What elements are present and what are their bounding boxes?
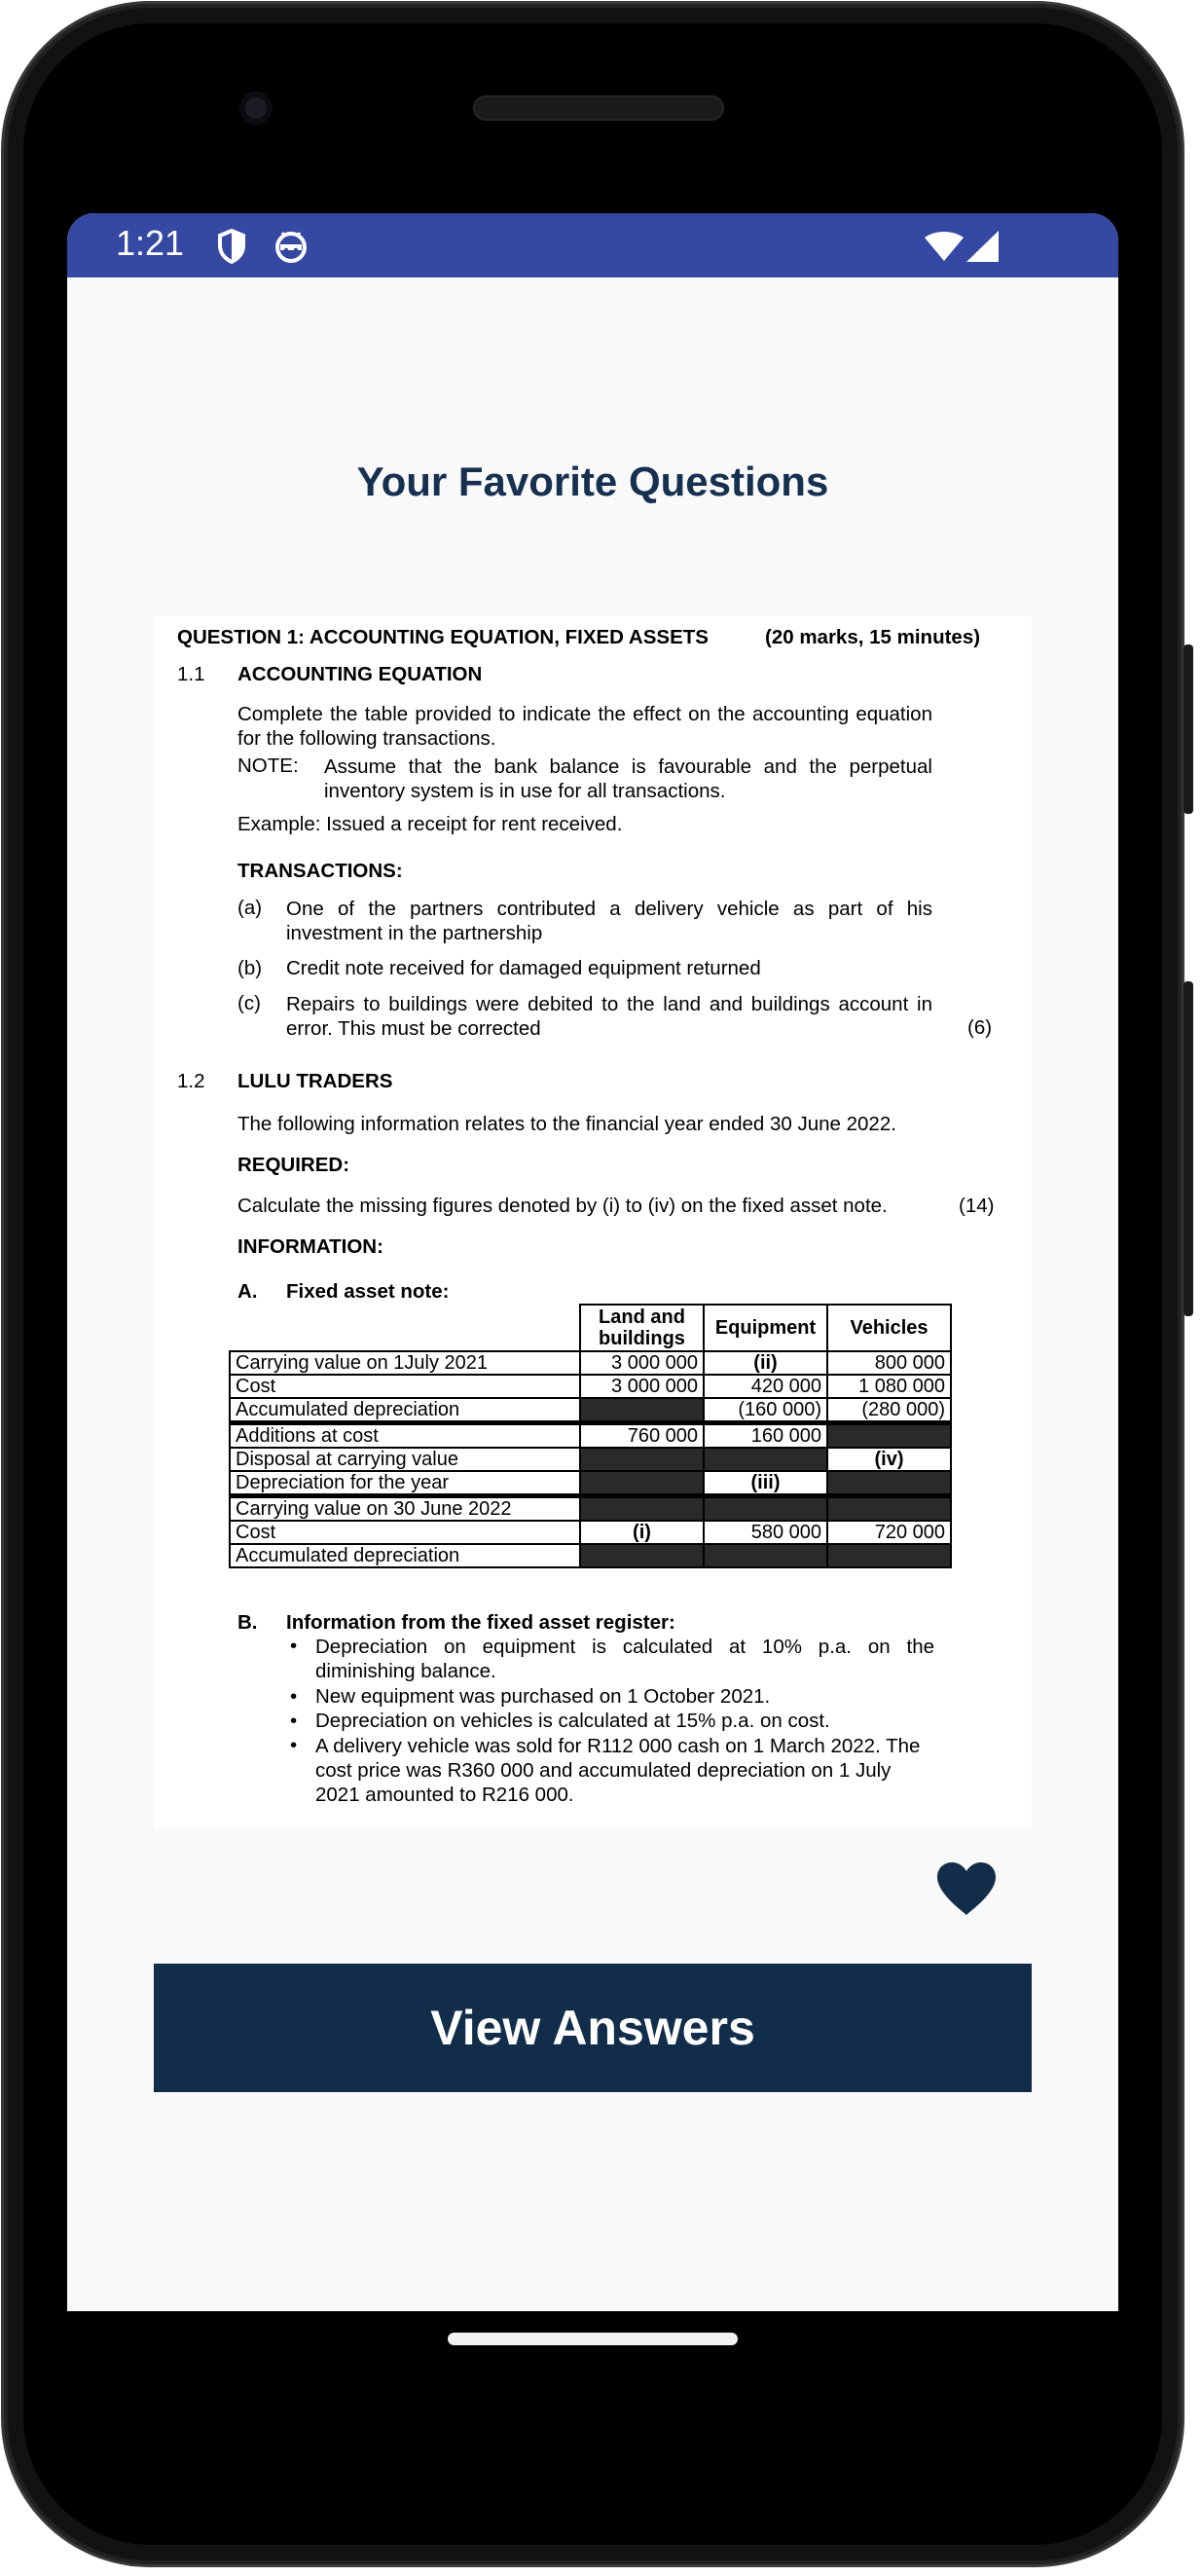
section-2-marks: (14): [959, 1195, 995, 1217]
table-row: [230, 1521, 951, 1544]
question-header: QUESTION 1: ACCOUNTING EQUATION, FIXED ASSETS: [177, 626, 709, 648]
required-text: Calculate the missing figures denoted by (i) to (iv) on the fixed asset note.: [237, 1195, 888, 1217]
table-cell: (iii): [704, 1471, 827, 1496]
row-label: Depreciation for the year: [230, 1471, 580, 1496]
bullet: •: [290, 1635, 298, 1657]
shaded-cell: [827, 1471, 951, 1496]
information-title: INFORMATION:: [237, 1235, 383, 1258]
transactions-title: TRANSACTIONS:: [237, 860, 403, 882]
register-item: Depreciation on equipment is calculated at 10% p.a. on the diminishing balance.: [315, 1636, 934, 1682]
shaded-cell: [580, 1544, 704, 1567]
section-2-title: LULU TRADERS: [237, 1070, 393, 1092]
section-1-number: 1.1: [177, 663, 205, 685]
volume-button: [1184, 981, 1193, 1316]
shaded-cell: [704, 1544, 827, 1567]
table-cell: 720 000: [827, 1521, 951, 1544]
shaded-cell: [827, 1423, 951, 1449]
power-button: [1184, 644, 1193, 814]
shaded-cell: [580, 1448, 704, 1471]
note-text: Assume that the bank balance is favourable and the perpetual inventory system is in use for all transactions.: [324, 755, 932, 802]
fixed-asset-table: [229, 1304, 952, 1568]
table-cell: 420 000: [704, 1375, 827, 1398]
table-cell: 1 080 000: [827, 1375, 951, 1398]
shaded-cell: [580, 1471, 704, 1496]
table-cell: 3 000 000: [580, 1351, 704, 1375]
question-marks: (20 marks, 15 minutes): [765, 626, 981, 648]
transaction-c-label: (c): [237, 992, 261, 1014]
row-label: Accumulated depreciation: [230, 1398, 580, 1423]
app-screen: [67, 213, 1118, 2311]
row-label: Carrying value on 1July 2021: [230, 1351, 580, 1375]
page-title: Your Favorite Questions: [356, 459, 829, 504]
wifi-icon: [924, 231, 965, 262]
table-cell: (iv): [827, 1448, 951, 1471]
row-label: Disposal at carrying value: [230, 1448, 580, 1471]
row-label: Cost: [230, 1521, 580, 1544]
section-1-title: ACCOUNTING EQUATION: [237, 663, 483, 685]
table-cell: 800 000: [827, 1351, 951, 1375]
bullet: •: [290, 1710, 298, 1732]
note-label: NOTE:: [237, 754, 299, 777]
heart-icon[interactable]: [935, 1860, 998, 1917]
table-header-row: [230, 1305, 951, 1351]
example-text: Example: Issued a receipt for rent received.: [237, 813, 623, 835]
transaction-c-text: Repairs to buildings were debited to the land and buildings account in error. This must be corrected: [286, 993, 932, 1040]
shaded-cell: [704, 1496, 827, 1522]
section-2-number: 1.2: [177, 1070, 205, 1092]
table-row: [230, 1398, 951, 1423]
row-label: Cost: [230, 1375, 580, 1398]
transaction-b-label: (b): [237, 957, 263, 979]
question-document: [154, 616, 1032, 1828]
register-item: A delivery vehicle was sold for R112 000 cash on 1 March 2022. The cost price was R360 000 and accumulated depreciation on 1 July 2021 amounted to R216 000.: [315, 1735, 921, 1806]
android-icon: [273, 229, 309, 264]
front-camera: [239, 92, 273, 125]
table-row: [230, 1448, 951, 1471]
table-cell: 160 000: [704, 1423, 827, 1449]
table-row: [230, 1544, 951, 1567]
table-cell: 3 000 000: [580, 1375, 704, 1398]
required-title: REQUIRED:: [237, 1154, 350, 1176]
part-a-title: Fixed asset note:: [286, 1280, 450, 1303]
table-header: Vehicles: [827, 1305, 951, 1351]
transaction-a-label: (a): [237, 897, 263, 919]
table-cell: 760 000: [580, 1423, 704, 1449]
part-a-label: A.: [237, 1280, 258, 1303]
shaded-cell: [827, 1544, 951, 1567]
part-b-title: Information from the fixed asset register:: [286, 1611, 675, 1634]
shaded-cell: [580, 1398, 704, 1423]
row-label: Accumulated depreciation: [230, 1544, 580, 1567]
home-indicator[interactable]: [448, 2333, 738, 2345]
table-cell: (ii): [704, 1351, 827, 1375]
shaded-cell: [580, 1496, 704, 1522]
section-1-marks: (6): [967, 1016, 993, 1039]
shield-icon: [217, 229, 246, 264]
table-cell: (280 000): [827, 1398, 951, 1423]
status-bar: [67, 213, 1118, 277]
table-cell: (160 000): [704, 1398, 827, 1423]
section-2-intro: The following information relates to the financial year ended 30 June 2022.: [237, 1113, 896, 1135]
table-corner: [230, 1305, 580, 1351]
part-b-label: B.: [237, 1611, 258, 1634]
view-answers-button[interactable]: View Answers: [154, 1964, 1032, 2092]
table-cell: 580 000: [704, 1521, 827, 1544]
section-1-intro: Complete the table provided to indicate the effect on the accounting equation for the following transactions.: [237, 703, 932, 750]
table-header: Land and buildings: [580, 1305, 704, 1351]
earpiece-speaker: [473, 95, 724, 121]
table-cell: (i): [580, 1521, 704, 1544]
row-label: Carrying value on 30 June 2022: [230, 1496, 580, 1522]
register-item: Depreciation on vehicles is calculated at 15% p.a. on cost.: [315, 1710, 830, 1732]
table-row: [230, 1423, 951, 1449]
bullet: •: [290, 1685, 298, 1708]
transaction-a-text: One of the partners contributed a delivery vehicle as part of his investment in the partnership: [286, 898, 932, 944]
shaded-cell: [827, 1496, 951, 1522]
table-row: [230, 1375, 951, 1398]
cell-signal-icon: [966, 231, 1000, 262]
register-item: New equipment was purchased on 1 October 2021.: [315, 1685, 771, 1708]
table-row: [230, 1351, 951, 1375]
table-header: Equipment: [704, 1305, 827, 1351]
status-time: 1:21: [116, 223, 185, 263]
transaction-b-text: Credit note received for damaged equipment returned: [286, 957, 761, 979]
row-label: Additions at cost: [230, 1423, 580, 1449]
table-row: [230, 1471, 951, 1496]
shaded-cell: [704, 1448, 827, 1471]
bullet: •: [290, 1734, 298, 1756]
table-row: [230, 1496, 951, 1522]
